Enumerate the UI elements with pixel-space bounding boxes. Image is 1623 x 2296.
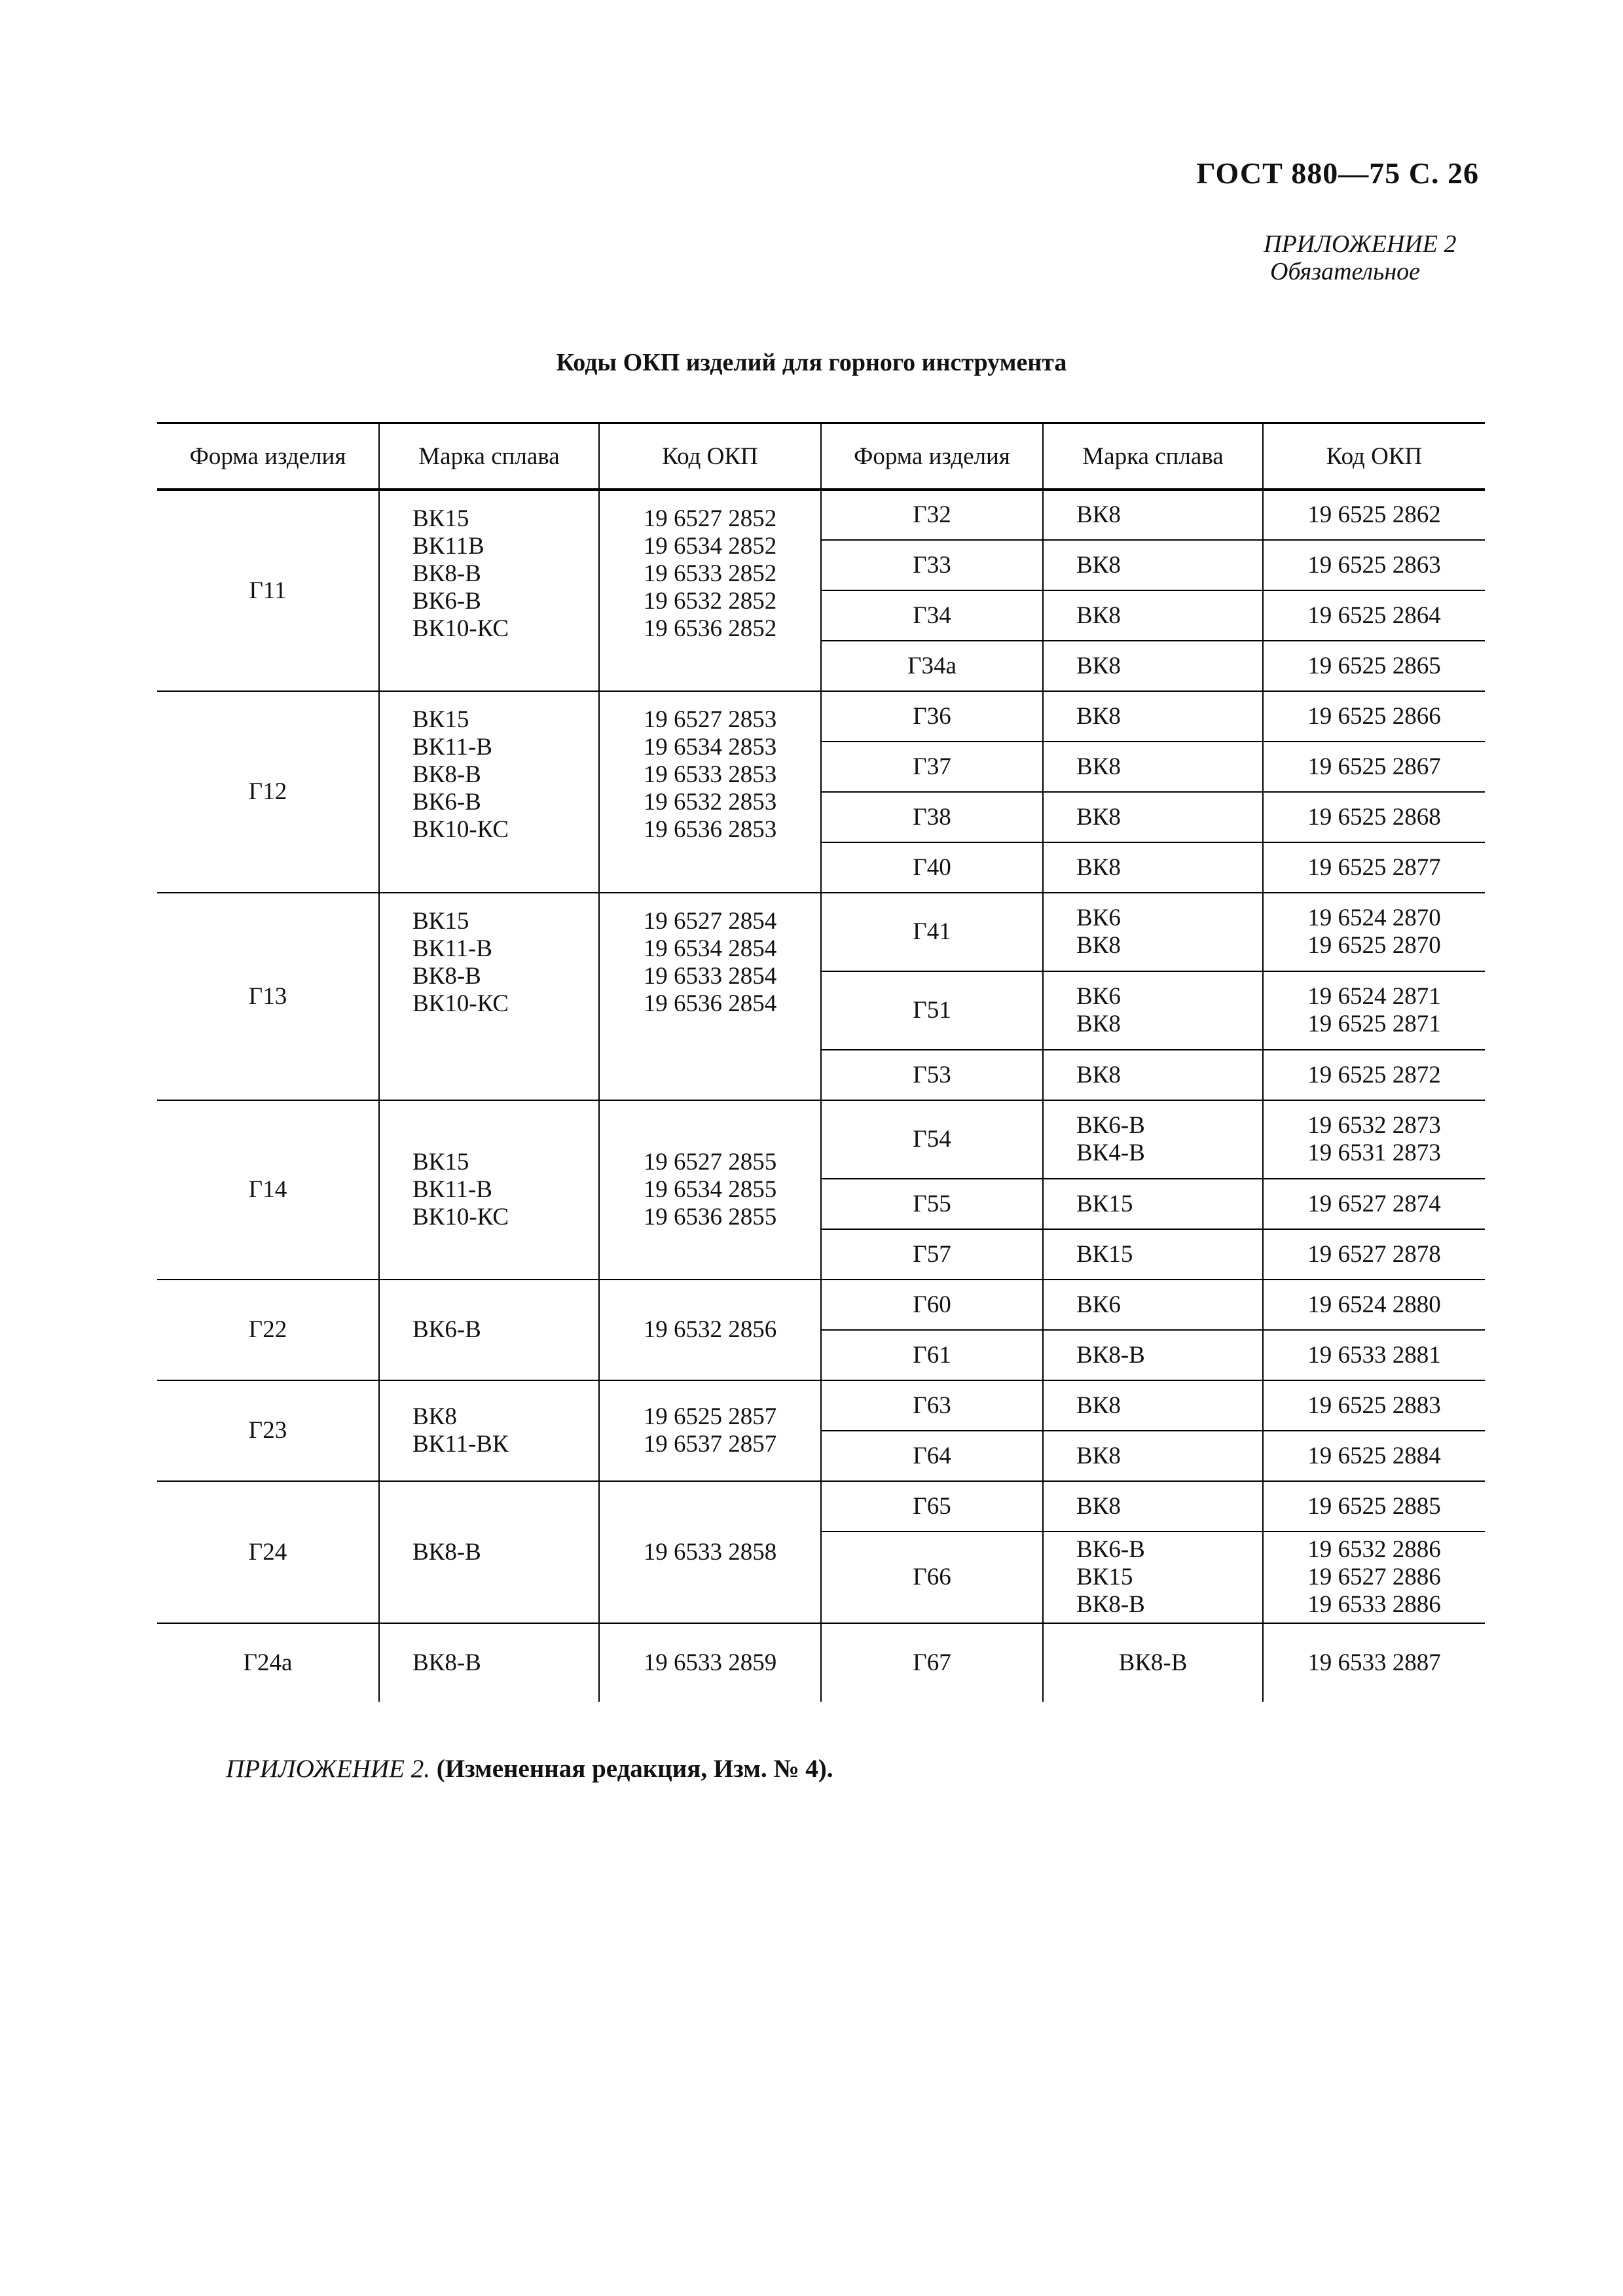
grade-line: ВК8 <box>1076 652 1121 679</box>
code-line: 19 6536 2852 <box>643 615 777 642</box>
cell-grades <box>379 1280 599 1380</box>
grade-line: ВК15 <box>1076 1564 1133 1590</box>
grade-line: ВК8-В <box>412 963 481 990</box>
cell-form: Г38 <box>821 792 1043 842</box>
cell-codes <box>599 1481 821 1623</box>
code-line: 19 6533 2886 <box>1307 1591 1441 1618</box>
grade-line: ВК15 <box>412 505 469 532</box>
table-header-row <box>157 423 1485 490</box>
grade-line: ВК10-КС <box>412 615 509 642</box>
cell-codes <box>1263 1050 1485 1100</box>
cell-grades <box>1043 590 1263 641</box>
grade-line: ВК11В <box>412 533 484 560</box>
cell-codes <box>599 1100 821 1280</box>
code-line: 19 6527 2852 <box>643 505 777 532</box>
grade-line: ВК8 <box>1076 702 1121 730</box>
grade-line: ВК10-КС <box>412 816 509 843</box>
table-row <box>157 1280 1485 1330</box>
cell-form: Г53 <box>821 1050 1043 1100</box>
cell-form: Г23 <box>157 1380 379 1481</box>
grade-line: ВК8-В <box>412 1649 481 1676</box>
cell-grades <box>1043 1481 1263 1532</box>
code-line: 19 6532 2852 <box>643 588 777 615</box>
cell-form: Г33 <box>821 540 1043 590</box>
cell-grades <box>379 691 599 893</box>
grade-line: ВК6 <box>1076 905 1121 931</box>
code-line: 19 6534 2854 <box>643 935 777 962</box>
code-line: 19 6532 2853 <box>643 789 777 816</box>
cell-codes <box>1263 1431 1485 1481</box>
code-line: 19 6525 2865 <box>1307 652 1441 679</box>
grade-line: ВК8 <box>1076 1442 1121 1469</box>
code-line: 19 6525 2862 <box>1307 501 1441 528</box>
footnote-text: (Измененная редакция, Изм. № 4). <box>436 1755 833 1783</box>
table-row <box>157 893 1485 971</box>
code-line: 19 6532 2873 <box>1307 1112 1441 1139</box>
grade-line: ВК8 <box>1076 601 1121 629</box>
cell-grades <box>1043 792 1263 842</box>
appendix-block <box>1264 230 1456 285</box>
cell-form: Г54 <box>821 1100 1043 1179</box>
cell-codes <box>599 490 821 691</box>
cell-form: Г14 <box>157 1100 379 1280</box>
code-line: 19 6533 2887 <box>1307 1649 1441 1676</box>
column-header-form-left: Форма изделия <box>157 423 379 490</box>
grade-line: ВК11-В <box>412 935 492 962</box>
column-header-grade-right: Марка сплава <box>1043 423 1263 490</box>
footnote <box>226 1754 833 1784</box>
grade-line: ВК6-В <box>1076 1536 1145 1563</box>
appendix-status: Обязательное <box>1270 258 1421 285</box>
grade-line: ВК8 <box>1076 501 1121 528</box>
table-row <box>157 1100 1485 1179</box>
table-body <box>157 490 1485 1702</box>
footnote-label: ПРИЛОЖЕНИЕ 2. <box>226 1755 430 1783</box>
cell-codes <box>1263 1481 1485 1532</box>
grade-line: ВК8 <box>412 1403 457 1430</box>
cell-codes <box>1263 792 1485 842</box>
cell-codes <box>1263 490 1485 540</box>
cell-form: Г41 <box>821 893 1043 971</box>
cell-grades <box>1043 641 1263 691</box>
code-line: 19 6533 2859 <box>643 1649 777 1676</box>
cell-form: Г57 <box>821 1229 1043 1280</box>
cell-grades <box>1043 1229 1263 1280</box>
table-row <box>157 1623 1485 1702</box>
grade-line: ВК15 <box>412 1149 469 1175</box>
cell-form: Г67 <box>821 1623 1043 1702</box>
code-line: 19 6525 2871 <box>1307 1011 1441 1037</box>
grade-line: ВК8-В <box>1076 1591 1145 1618</box>
cell-form: Г63 <box>821 1380 1043 1431</box>
code-line: 19 6536 2854 <box>643 990 777 1017</box>
code-line: 19 6524 2880 <box>1307 1291 1441 1318</box>
code-line: 19 6531 2873 <box>1307 1139 1441 1166</box>
grade-line: ВК8-В <box>1118 1649 1188 1676</box>
code-line: 19 6524 2870 <box>1307 905 1441 931</box>
cell-form: Г11 <box>157 490 379 691</box>
code-line: 19 6527 2886 <box>1307 1564 1441 1590</box>
column-header-form-right: Форма изделия <box>821 423 1043 490</box>
cell-grades <box>1043 1100 1263 1179</box>
code-line: 19 6527 2854 <box>643 908 777 935</box>
page-header: ГОСТ 880—75 С. 26 <box>1196 156 1479 190</box>
cell-grades <box>1043 1431 1263 1481</box>
grade-line: ВК15 <box>1076 1190 1133 1217</box>
code-line: 19 6525 2872 <box>1307 1061 1441 1088</box>
cell-grades <box>1043 893 1263 971</box>
code-line: 19 6536 2855 <box>643 1204 777 1230</box>
appendix-label: ПРИЛОЖЕНИЕ 2 <box>1264 230 1457 258</box>
grade-line: ВК15 <box>1076 1240 1133 1268</box>
code-line: 19 6525 2867 <box>1307 753 1441 780</box>
code-line: 19 6527 2878 <box>1307 1240 1441 1268</box>
cell-codes <box>1263 1532 1485 1623</box>
column-header-code-right: Код ОКП <box>1263 423 1485 490</box>
cell-codes <box>1263 742 1485 792</box>
code-line: 19 6525 2885 <box>1307 1492 1441 1520</box>
cell-form: Г34 <box>821 590 1043 641</box>
grade-line: ВК11-В <box>412 734 492 761</box>
cell-grades <box>1043 1380 1263 1431</box>
cell-form: Г51 <box>821 971 1043 1050</box>
cell-grades <box>1043 540 1263 590</box>
code-line: 19 6525 2863 <box>1307 551 1441 579</box>
grade-line: ВК8 <box>1076 1011 1121 1037</box>
grade-line: ВК8 <box>1076 803 1121 831</box>
cell-grades <box>1043 490 1263 540</box>
cell-grades <box>1043 1623 1263 1702</box>
cell-codes <box>1263 842 1485 893</box>
cell-codes <box>1263 1330 1485 1380</box>
code-line: 19 6534 2853 <box>643 734 777 761</box>
cell-grades <box>1043 742 1263 792</box>
grade-line: ВК8 <box>1076 932 1121 959</box>
code-line: 19 6527 2853 <box>643 706 777 733</box>
grade-line: ВК6-В <box>412 1316 481 1343</box>
code-line: 19 6532 2886 <box>1307 1536 1441 1563</box>
table-row <box>157 1380 1485 1431</box>
cell-grades <box>1043 691 1263 742</box>
grade-line: ВК8 <box>1076 1061 1121 1088</box>
grade-line: ВК6 <box>1076 1291 1121 1318</box>
table-row <box>157 490 1485 540</box>
cell-form: Г34а <box>821 641 1043 691</box>
cell-codes <box>599 1380 821 1481</box>
grade-line: ВК8 <box>1076 853 1121 881</box>
code-line: 19 6525 2857 <box>643 1403 777 1430</box>
code-line: 19 6525 2884 <box>1307 1442 1441 1469</box>
code-line: 19 6525 2883 <box>1307 1391 1441 1419</box>
grade-line: ВК8-В <box>412 560 481 587</box>
table-row <box>157 1481 1485 1532</box>
cell-codes <box>599 1623 821 1702</box>
cell-codes <box>1263 1380 1485 1431</box>
cell-grades <box>1043 1532 1263 1623</box>
grade-line: ВК10-КС <box>412 1204 509 1230</box>
cell-form: Г24 <box>157 1481 379 1623</box>
grade-line: ВК15 <box>412 706 469 733</box>
grade-line: ВК8 <box>1076 551 1121 579</box>
cell-grades <box>1043 971 1263 1050</box>
grade-line: ВК6 <box>1076 983 1121 1010</box>
cell-codes <box>1263 971 1485 1050</box>
column-header-code-left: Код ОКП <box>599 423 821 490</box>
cell-grades <box>1043 1179 1263 1229</box>
cell-codes <box>599 1280 821 1380</box>
cell-codes <box>599 691 821 893</box>
grade-line: ВК4-В <box>1076 1139 1145 1166</box>
code-line: 19 6533 2852 <box>643 560 777 587</box>
cell-form: Г60 <box>821 1280 1043 1330</box>
cell-codes <box>1263 590 1485 641</box>
cell-codes <box>1263 1229 1485 1280</box>
code-line: 19 6533 2881 <box>1307 1341 1441 1369</box>
grade-line: ВК8 <box>1076 753 1121 780</box>
cell-codes <box>1263 1179 1485 1229</box>
cell-grades <box>1043 842 1263 893</box>
cell-form: Г66 <box>821 1532 1043 1623</box>
grade-line: ВК11-В <box>412 1176 492 1203</box>
cell-form: Г64 <box>821 1431 1043 1481</box>
code-line: 19 6536 2853 <box>643 816 777 843</box>
cell-codes <box>1263 1100 1485 1179</box>
cell-form: Г61 <box>821 1330 1043 1380</box>
okp-codes-table <box>157 422 1485 1702</box>
cell-form: Г12 <box>157 691 379 893</box>
grade-line: ВК11-ВК <box>412 1431 509 1458</box>
cell-form: Г36 <box>821 691 1043 742</box>
cell-grades <box>1043 1050 1263 1100</box>
grade-line: ВК6-В <box>412 789 481 816</box>
code-line: 19 6525 2877 <box>1307 853 1441 881</box>
cell-form: Г40 <box>821 842 1043 893</box>
grade-line: ВК15 <box>412 908 469 935</box>
grade-line: ВК6-В <box>1076 1112 1145 1139</box>
grade-line: ВК10-КС <box>412 990 509 1017</box>
grade-line: ВК8 <box>1076 1391 1121 1419</box>
cell-grades <box>379 1100 599 1280</box>
grade-line: ВК8-В <box>1076 1341 1145 1369</box>
grade-line: ВК8-В <box>412 1538 481 1566</box>
code-line: 19 6533 2854 <box>643 963 777 990</box>
code-line: 19 6525 2870 <box>1307 932 1441 959</box>
grade-line: ВК8 <box>1076 1492 1121 1520</box>
cell-codes <box>1263 893 1485 971</box>
cell-grades <box>379 490 599 691</box>
cell-grades <box>379 1380 599 1481</box>
cell-codes <box>1263 540 1485 590</box>
code-line: 19 6525 2864 <box>1307 601 1441 629</box>
cell-grades <box>379 893 599 1100</box>
cell-form: Г65 <box>821 1481 1043 1532</box>
cell-grades <box>379 1481 599 1623</box>
column-header-grade-left: Марка сплава <box>379 423 599 490</box>
code-line: 19 6527 2855 <box>643 1149 777 1175</box>
cell-form: Г24а <box>243 1649 293 1676</box>
code-line: 19 6533 2853 <box>643 761 777 788</box>
table-title: Коды ОКП изделий для горного инструмента <box>556 349 1067 376</box>
cell-form: Г22 <box>157 1280 379 1380</box>
code-line: 19 6537 2857 <box>643 1431 777 1458</box>
code-line: 19 6524 2871 <box>1307 983 1441 1010</box>
cell-codes <box>1263 691 1485 742</box>
cell-form: Г37 <box>821 742 1043 792</box>
grade-line: ВК8-В <box>412 761 481 788</box>
grade-line: ВК6-В <box>412 588 481 615</box>
cell-form: Г32 <box>821 490 1043 540</box>
table-row <box>157 691 1485 742</box>
cell-form: Г13 <box>157 893 379 1100</box>
code-line: 19 6525 2868 <box>1307 803 1441 831</box>
cell-form: Г55 <box>821 1179 1043 1229</box>
code-line: 19 6533 2858 <box>643 1538 777 1566</box>
code-line: 19 6534 2852 <box>643 533 777 560</box>
cell-grades <box>379 1623 599 1702</box>
code-line: 19 6534 2855 <box>643 1176 777 1203</box>
code-line: 19 6525 2866 <box>1307 702 1441 730</box>
cell-codes <box>1263 1623 1485 1702</box>
code-line: 19 6532 2856 <box>643 1316 777 1343</box>
cell-grades <box>1043 1330 1263 1380</box>
cell-codes <box>1263 641 1485 691</box>
cell-codes <box>599 893 821 1100</box>
cell-grades <box>1043 1280 1263 1330</box>
cell-codes <box>1263 1280 1485 1330</box>
code-line: 19 6527 2874 <box>1307 1190 1441 1217</box>
